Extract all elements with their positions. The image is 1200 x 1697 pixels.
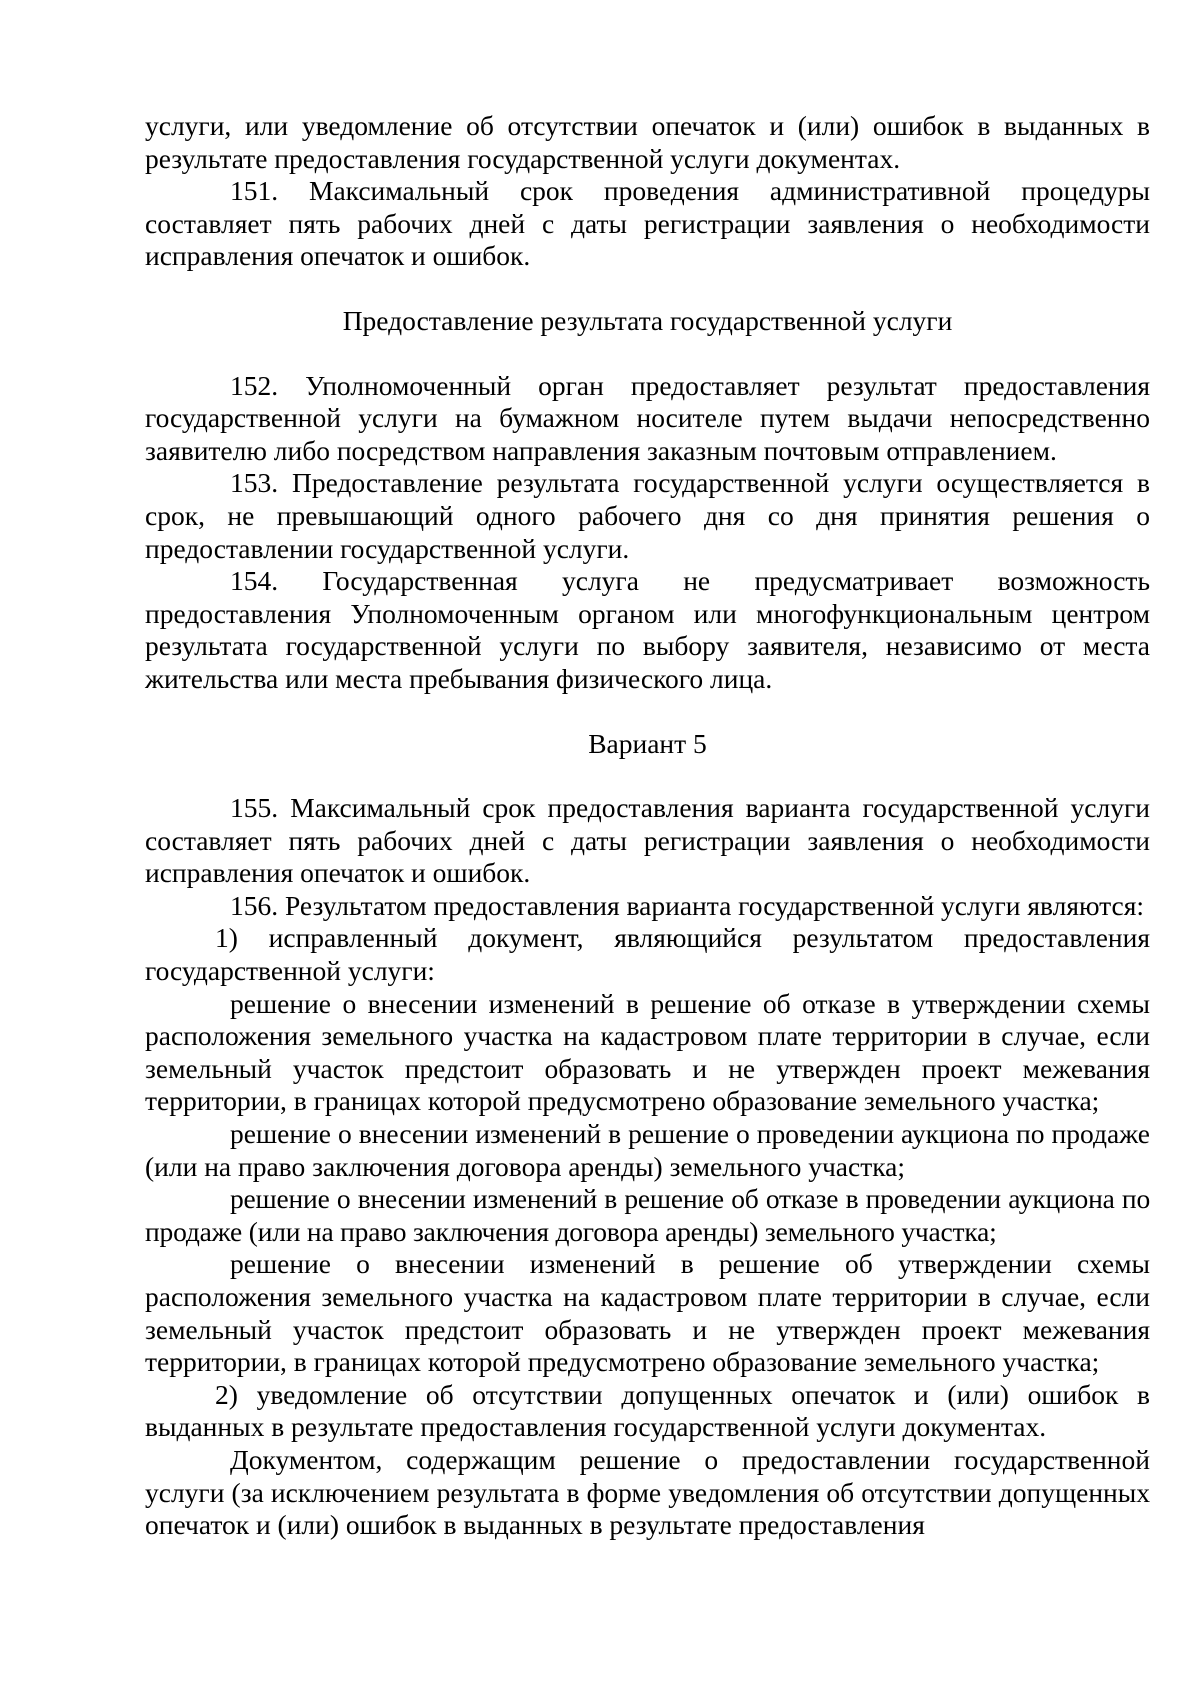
- paragraph-154: 154. Государственная услуга не предусматривает возможность предоставления Уполномоченным органом или многофункциональным центром результата государственной услуги по выбору заявителя, независимо от места жительства или места пребывания физического лица.: [145, 565, 1150, 694]
- paragraph-156: 156. Результатом предоставления варианта государственной услуги являются:: [230, 889, 1145, 921]
- paragraph-153: 153. Предоставление результата государственной услуги осуществляется в срок, не превышающий одного рабочего дня со дня принятия решения о предоставлении государственной услуги.: [145, 467, 1150, 564]
- spacer: [145, 760, 1150, 792]
- list-item-2: 2) уведомление об отсутствии допущенных опечаток и (или) ошибок в выданных в результате предоставления государственной услуги документах.: [145, 1378, 1150, 1443]
- sub-item-3: решение о внесении изменений в решение об отказе в проведении аукциона по продаже (или на право заключения договора аренды) земельного участка;: [145, 1183, 1150, 1247]
- paragraph-155: 155. Максимальный срок предоставления варианта государственной услуги составляет пять рабочих дней с даты регистрации заявления о необходимости исправления опечаток и ошибок.: [145, 792, 1150, 889]
- document-page: [145, 110, 1150, 1542]
- paragraph-151: 151. Максимальный срок проведения административной процедуры составляет пять рабочих дней с даты регистрации заявления о необходимости исправления опечаток и ошибок.: [145, 175, 1150, 272]
- section-heading-result: Предоставление результата государственной услуги: [342, 304, 953, 336]
- spacer: [145, 273, 1150, 305]
- sub-item-2: решение о внесении изменений в решение о проведении аукциона по продаже (или на право заключения договора аренды) земельного участка;: [145, 1118, 1150, 1182]
- sub-item-1: решение о внесении изменений в решение об отказе в утверждении схемы расположения земельного участка на кадастровом плате территории в случае, если земельный участок предстоит образовать и не утвержден проект межевания территории, в границах которой предусмотрено образование земельного участка;: [145, 987, 1150, 1117]
- paragraph-final: Документом, содержащим решение о предоставлении государственной услуги (за исключением результата в форме уведомления об отсутствии допущенных опечаток и (или) ошибок в выданных в результате предоставления: [145, 1443, 1150, 1541]
- section-heading-variant: Вариант 5: [588, 727, 707, 759]
- sub-item-4: решение о внесении изменений в решение об утверждении схемы расположения земельного участка на кадастровом плате территории в случае, если земельный участок предстоит образовать и не утвержден проект межевания территории, в границах которой предусмотрено образование земельного участка;: [145, 1248, 1150, 1378]
- spacer: [145, 696, 1150, 728]
- spacer: [145, 338, 1150, 370]
- paragraph-152: 152. Уполномоченный орган предоставляет результат предоставления государственной услуги на бумажном носителе путем выдачи непосредственно заявителю либо посредством направления заказным почтовым отправлением.: [145, 369, 1150, 466]
- list-item-1: 1) исправленный документ, являющийся результатом предоставления государственной услуги:: [145, 922, 1150, 987]
- paragraph-continuation: услуги, или уведомление об отсутствии опечаток и (или) ошибок в выданных в результате предоставления государственной услуги документах.: [145, 110, 1150, 174]
